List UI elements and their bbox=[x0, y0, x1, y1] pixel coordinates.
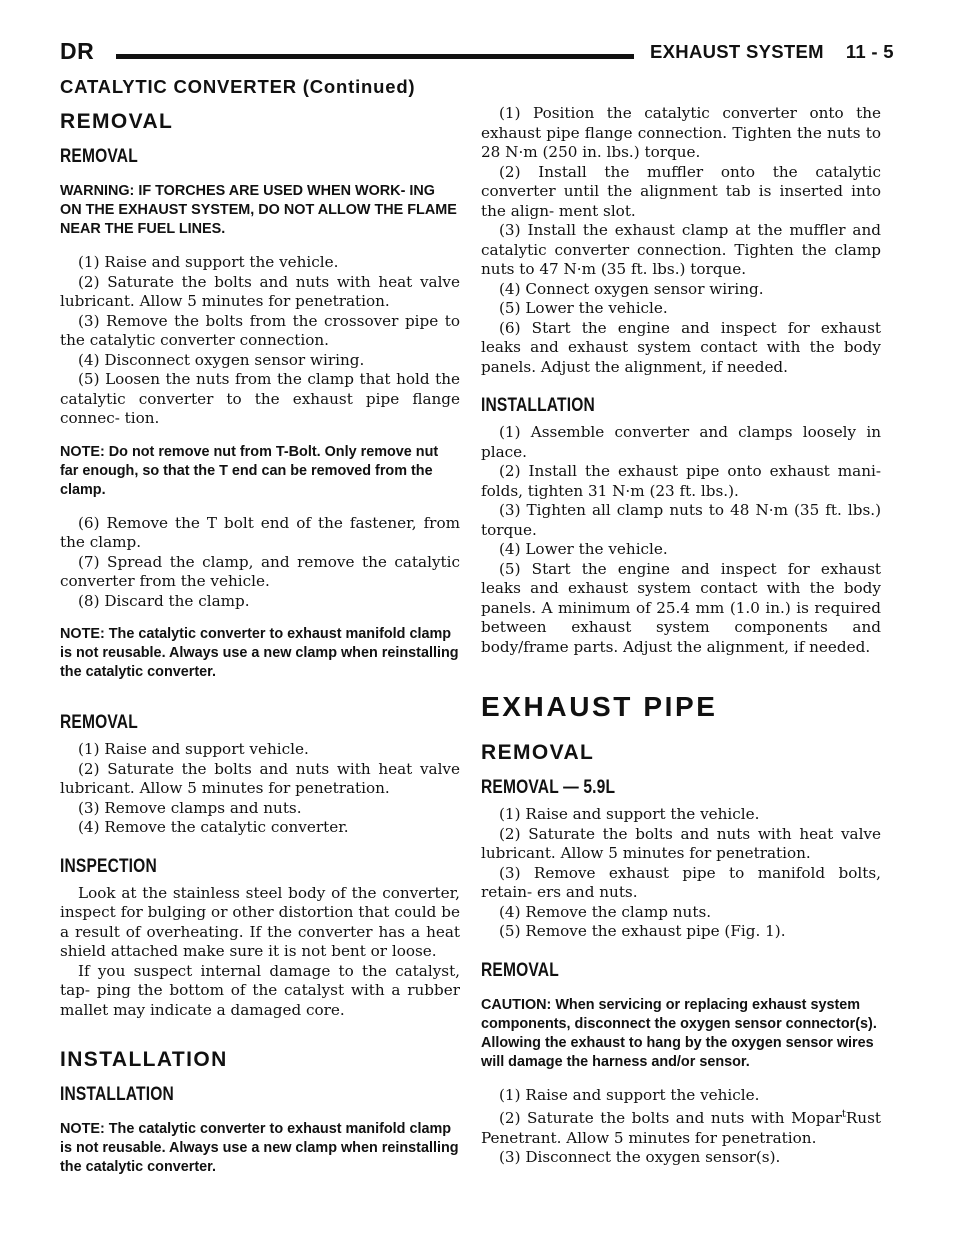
right-column bbox=[481, 104, 881, 1224]
removal-subheading-2: REMOVAL bbox=[60, 712, 138, 733]
step: (1) Raise and support vehicle. bbox=[78, 740, 309, 758]
section-title: EXHAUST SYSTEM bbox=[650, 41, 824, 62]
step: (8) Discard the clamp. bbox=[78, 591, 250, 610]
inspection-paragraph: Look at the stainless steel body of the converter, inspect for bulging or other distortion that could be a result of overheating. If the converter has a heat shield attached make sure it is not bent or loose. bbox=[60, 883, 460, 960]
step: (3) Remove clamps and nuts. bbox=[78, 798, 302, 817]
step: (2) Saturate the bolts and nuts with heat valve lubricant. Allow 5 minutes for penetration. bbox=[60, 272, 460, 310]
continued-title: CATALYTIC CONVERTER (Continued) bbox=[60, 76, 416, 97]
step: (6) Start the engine and inspect for exhaust leaks and exhaust system contact with the body panels. Adjust the alignment, if needed. bbox=[481, 318, 881, 376]
installation-heading: INSTALLATION bbox=[60, 1048, 228, 1071]
step: (1) Position the catalytic converter onto the exhaust pipe flange connection. Tighten the nuts to 28 N·m (250 in. lbs.) torque. bbox=[481, 104, 881, 161]
step: (7) Spread the clamp, and remove the catalytic converter from the vehicle. bbox=[60, 552, 460, 590]
step: (2) Install the exhaust pipe onto exhaust mani- folds, tighten 31 N·m (23 ft. lbs.). bbox=[481, 462, 881, 500]
removal-heading: REMOVAL bbox=[60, 110, 174, 133]
installation-subheading-2: INSTALLATION bbox=[481, 395, 595, 416]
step-mopar bbox=[481, 1105, 881, 1148]
step: (2) Install the muffler onto the catalytic converter until the alignment tab is inserted into the align- ment slot. bbox=[481, 162, 881, 220]
step: (3) Remove the bolts from the crossover pipe to the catalytic converter connection. bbox=[60, 311, 460, 349]
step: (1) Raise and support the vehicle. bbox=[499, 805, 760, 823]
step: (1) Raise and support the vehicle. bbox=[78, 253, 339, 271]
step: (1) Assemble converter and clamps loosely in place. bbox=[481, 423, 881, 461]
step: (5) Loosen the nuts from the clamp that hold the catalytic converter to the exhaust pipe flange connec- tion. bbox=[60, 370, 460, 427]
step: (3) Disconnect the oxygen sensor(s). bbox=[499, 1148, 781, 1167]
step-mopar-start: (2) Saturate the bolts and nuts with Mopar bbox=[499, 1109, 842, 1128]
header-right bbox=[650, 41, 894, 63]
inspection-heading: INSPECTION bbox=[60, 855, 157, 877]
step: (2) Saturate the bolts and nuts with heat valve lubricant. Allow 5 minutes for penetration. bbox=[481, 824, 881, 862]
header-rule bbox=[116, 54, 634, 59]
inspection-paragraph: If you suspect internal damage to the catalyst, tap- ping the bottom of the catalyst with a rubber mallet may indicate a damaged core. bbox=[60, 961, 460, 1019]
step: (3) Install the exhaust clamp at the muffler and catalytic converter connection. Tighten the clamp nuts to 47 N·m (35 ft. lbs.) torque. bbox=[481, 221, 881, 278]
trademark-mark: t bbox=[841, 1109, 846, 1120]
step: (3) Remove exhaust pipe to manifold bolts, retain- ers and nuts. bbox=[481, 863, 881, 901]
note-clamp-2: NOTE: The catalytic converter to exhaust manifold clamp is not reusable. Always use a new clamp when reinstalling the catalytic converter. bbox=[60, 1121, 459, 1175]
step: (6) Remove the T bolt end of the fastener, from the clamp. bbox=[60, 513, 460, 551]
step: (4) Lower the vehicle. bbox=[499, 540, 668, 558]
note-tbolt: NOTE: Do not remove nut from T-Bolt. Only remove nut far enough, so that the T end can be removed from the clamp. bbox=[60, 443, 439, 498]
step-mopar-rest: Rust Penetrant. Allow 5 minutes for penetration. bbox=[481, 1109, 881, 1147]
removal-subheading-3: REMOVAL bbox=[481, 959, 559, 981]
step: (4) Connect oxygen sensor wiring. bbox=[499, 279, 764, 298]
step: (5) Lower the vehicle. bbox=[499, 299, 668, 317]
step: (4) Remove the clamp nuts. bbox=[499, 902, 712, 921]
step: (4) Disconnect oxygen sensor wiring. bbox=[78, 350, 365, 369]
note-clamp-1: NOTE: The catalytic converter to exhaust manifold clamp is not reusable. Always use a new clamp when reinstalling the catalytic converter. bbox=[60, 626, 459, 680]
removal-subheading-1: REMOVAL bbox=[60, 146, 138, 167]
step: (1) Raise and support the vehicle. bbox=[499, 1085, 760, 1104]
caution-text: CAUTION: When servicing or replacing exhaust system components, disconnect the oxygen sensor connector(s). Allowing the exhaust to hang by the oxygen sensor wires will damage the harness and/or sensor. bbox=[481, 996, 877, 1070]
step: (4) Remove the catalytic converter. bbox=[78, 818, 349, 836]
exhaust-pipe-heading: EXHAUST PIPE bbox=[481, 691, 718, 722]
removal-59-heading: REMOVAL — 5.9L bbox=[481, 777, 616, 798]
warning-text: WARNING: IF TORCHES ARE USED WHEN WORK- ING ON THE EXHAUST SYSTEM, DO NOT ALLOW THE FLAME NEAR THE FUEL LINES. bbox=[60, 183, 457, 237]
step: (2) Saturate the bolts and nuts with heat valve lubricant. Allow 5 minutes for penetration. bbox=[60, 759, 460, 797]
step: (5) Start the engine and inspect for exhaust leaks and exhaust system contact with the body panels. A minimum of 25.4 mm (1.0 in.) is required between exhaust system components and body/frame parts. Adjust the alignment, if needed. bbox=[481, 559, 881, 656]
installation-subheading-1: INSTALLATION bbox=[60, 1084, 174, 1105]
step: (3) Tighten all clamp nuts to 48 N·m (35 ft. lbs.) torque. bbox=[481, 501, 881, 539]
page-number: 11 - 5 bbox=[845, 41, 894, 62]
removal-heading-right: REMOVAL bbox=[481, 741, 595, 764]
manual-code: DR bbox=[60, 38, 95, 64]
left-column bbox=[60, 110, 460, 1230]
step: (5) Remove the exhaust pipe (Fig. 1). bbox=[499, 922, 786, 940]
